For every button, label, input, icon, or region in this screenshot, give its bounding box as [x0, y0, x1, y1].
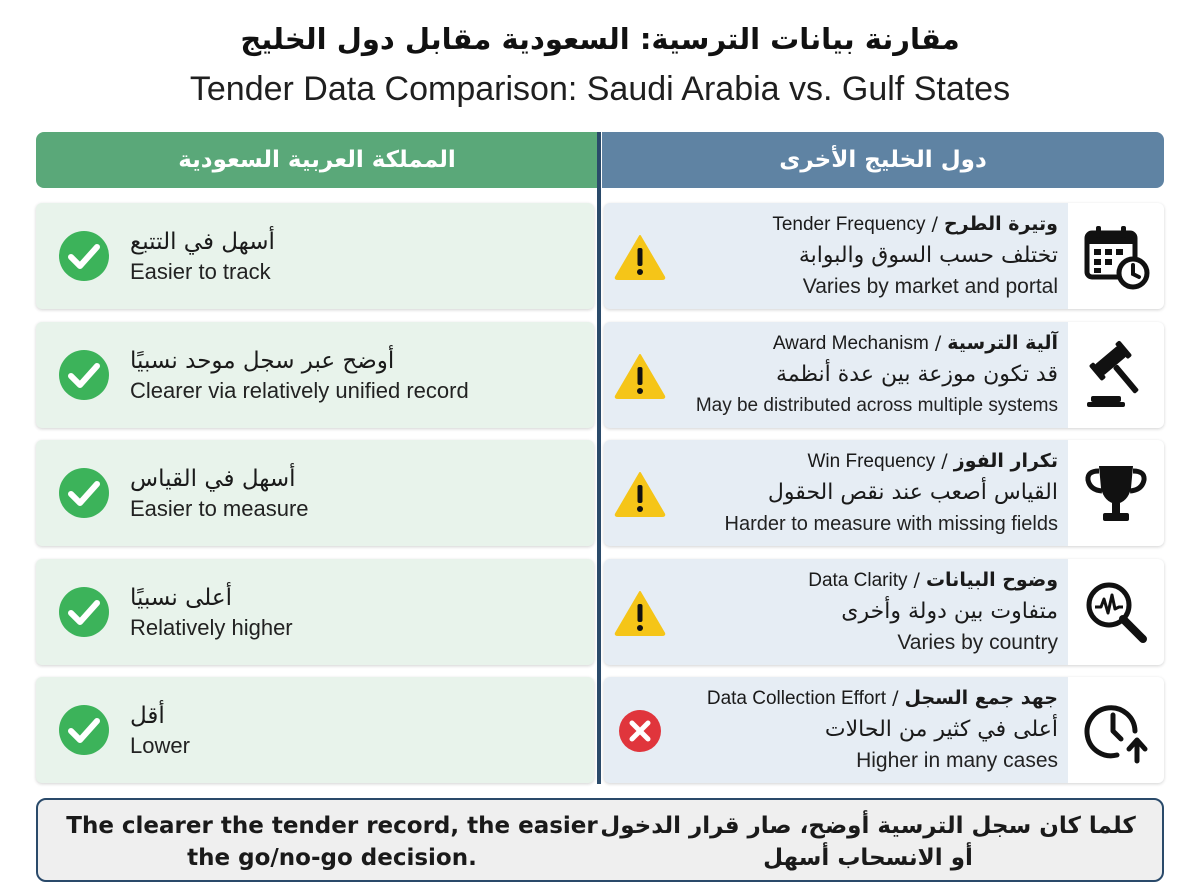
criterion-english: Award Mechanism: [772, 333, 929, 354]
check-icon: [58, 586, 110, 638]
gulf-value-arabic: أعلى في كثير من الحالات: [824, 717, 1058, 742]
saudi-row-award-mechanism: [36, 322, 594, 428]
column-divider: [597, 132, 601, 784]
gulf-value-arabic: القياس أصعب عند نقص الحقول: [767, 480, 1058, 505]
gulf-row-win-frequency: Win Frequency / تكرار الفوز القياس أصعب عند نقص الحقول Harder to measure with missing fields: [604, 440, 1164, 546]
saudi-value-arabic: أوضح عبر سجل موحد نسبيًا: [130, 348, 395, 374]
gulf-row-tender-frequency: Tender Frequency / وتيرة الطرح تختلف حسب السوق والبوابة Varies by market and portal: [604, 203, 1164, 309]
magnifier-icon: [1081, 577, 1151, 647]
gulf-value-english: Higher in many cases: [856, 749, 1058, 772]
header-saudi: المملكة العربية السعودية: [36, 132, 598, 188]
criterion-arabic: تكرار الفوز: [953, 450, 1058, 472]
criterion-english: Data Clarity: [808, 570, 908, 591]
footer-english: The clearer the tender record, the easier the go/no-go decision.: [66, 813, 598, 871]
gulf-value-arabic: قد تكون موزعة بين عدة أنظمة: [775, 362, 1058, 387]
criterion-arabic: وتيرة الطرح: [943, 213, 1058, 235]
gulf-value-arabic: تختلف حسب السوق والبوابة: [798, 243, 1058, 268]
gulf-row-data-clarity: Data Clarity / وضوح البيانات متفاوت بين دولة وأخرى Varies by country: [604, 559, 1164, 665]
saudi-value-english: Clearer via relatively unified record: [130, 378, 469, 403]
check-icon: [58, 467, 110, 519]
gulf-value-english: Varies by country: [897, 631, 1058, 654]
saudi-value-arabic: أقل: [130, 703, 165, 729]
check-icon: [58, 704, 110, 756]
saudi-row-data-collection-effort: [36, 677, 594, 783]
criterion-english: Tender Frequency: [772, 214, 926, 235]
criterion-english: Data Collection Effort: [706, 688, 887, 709]
saudi-row-data-clarity: [36, 559, 594, 665]
criterion-english: Win Frequency: [807, 451, 936, 472]
gulf-row-data-collection-effort: Data Collection Effort / جهد جمع السجل أعلى في كثير من الحالات Higher in many cases: [604, 677, 1164, 783]
gulf-value-english: Varies by market and portal: [802, 275, 1058, 298]
criterion-arabic: جهد جمع السجل: [904, 687, 1058, 709]
saudi-value-arabic: أسهل في التتبع: [130, 229, 275, 255]
check-icon: [58, 349, 110, 401]
gulf-value-arabic: متفاوت بين دولة وأخرى: [841, 599, 1058, 624]
clock-up-icon: [1081, 695, 1151, 765]
saudi-value-english: Lower: [130, 733, 190, 758]
calendar-clock-icon: [1081, 221, 1151, 291]
check-icon: [58, 230, 110, 282]
trophy-icon: [1081, 458, 1151, 528]
gavel-icon: [1081, 340, 1151, 410]
saudi-value-english: Easier to track: [130, 259, 271, 284]
saudi-row-tender-frequency: [36, 203, 594, 309]
saudi-row-win-frequency: [36, 440, 594, 546]
gulf-row-award-mechanism: Award Mechanism / آلية الترسية قد تكون موزعة بين عدة أنظمة May be distributed across multiple systems: [604, 322, 1164, 428]
header-gulf: دول الخليج الأخرى: [602, 132, 1164, 188]
criterion-arabic: وضوح البيانات: [925, 569, 1058, 591]
criterion-arabic: آلية الترسية: [947, 332, 1058, 354]
title-arabic: مقارنة بيانات الترسية: السعودية مقابل دول الخليج: [240, 22, 960, 56]
footer-summary: [36, 798, 1164, 882]
saudi-value-english: Relatively higher: [130, 615, 293, 640]
footer-arabic: كلما كان سجل الترسية أوضح، صار قرار الدخول أو الانسحاب أسهل: [600, 813, 1136, 871]
gulf-value-english: May be distributed across multiple systems: [695, 395, 1058, 416]
saudi-value-arabic: أسهل في القياس: [130, 466, 296, 492]
title-english: Tender Data Comparison: Saudi Arabia vs. Gulf States: [189, 70, 1011, 108]
saudi-value-arabic: أعلى نسبيًا: [130, 585, 233, 611]
saudi-value-english: Easier to measure: [130, 496, 309, 521]
gulf-value-english: Harder to measure with missing fields: [724, 513, 1058, 535]
